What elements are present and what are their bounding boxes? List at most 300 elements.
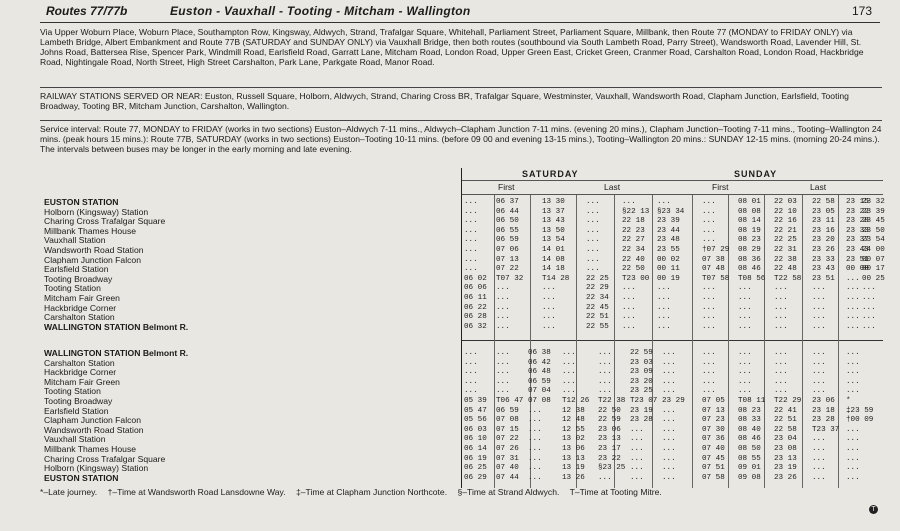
time-cell: ... (738, 322, 752, 331)
time-cell: 08 55 (738, 454, 761, 463)
time-cell: ... (702, 368, 716, 377)
saturday-first-label: First (498, 182, 515, 192)
time-cell: 23 05 (812, 207, 835, 216)
column-rule (764, 195, 765, 488)
saturday-last-label: Last (604, 182, 621, 192)
time-cell: ... (702, 358, 716, 367)
time-cell: 06 11 (464, 294, 487, 302)
time-cell: 22 50 (598, 406, 621, 415)
footnote-clapham: ‡–Time at Clapham Junction Northcote. (295, 487, 448, 497)
time-cell: T06 47 (496, 397, 524, 405)
time-cell: ... (586, 217, 600, 226)
time-cell: 23 08 (774, 445, 797, 453)
time-cell: 08 33 (738, 416, 761, 425)
time-cell: 23 19 (630, 406, 653, 415)
time-cell: ... (598, 368, 612, 377)
time-cell: 23 26 (812, 246, 835, 254)
time-cell: 23 20 (812, 236, 835, 245)
footnote-late: *–Late journey. (40, 487, 98, 497)
time-cell: ... (702, 303, 716, 312)
time-cell: ... (630, 435, 644, 444)
time-cell: ... (738, 368, 752, 377)
time-cell: 08 01 (738, 198, 761, 206)
time-cell: ... (630, 464, 644, 473)
time-cell: T07 32 (496, 274, 524, 283)
time-cell: ... (657, 284, 671, 293)
time-cell: ... (562, 358, 576, 367)
station-name: Tooting Broadway (44, 396, 113, 406)
footnote-tooting: T–Time at Tooting Mitre. (569, 487, 662, 497)
time-cell: ... (846, 454, 860, 463)
time-cell: 23 33 (846, 226, 869, 235)
heading-rule (462, 180, 883, 181)
time-cell: 05 39 (464, 397, 487, 405)
time-cell: 08 14 (738, 217, 761, 226)
time-cell: 23 13 (598, 435, 621, 444)
time-cell: 23 51 (812, 274, 835, 283)
time-cell: 06 55 (496, 226, 519, 235)
time-cell: 23 28 (812, 416, 835, 425)
time-cell: 23 06 (812, 397, 835, 405)
time-cell: ... (702, 377, 716, 386)
time-cell: 07 22 (496, 265, 519, 274)
time-cell: ... (774, 303, 788, 312)
time-cell: ... (774, 368, 788, 377)
time-cell: 23 18 (812, 406, 835, 415)
time-cell: 07 08 (528, 397, 551, 405)
time-cell: ... (630, 454, 644, 463)
saturday-heading: SATURDAY (522, 169, 579, 179)
time-cell: 23 43 (812, 265, 835, 274)
time-cell: 00 00 (846, 265, 869, 274)
time-cell: ... (846, 425, 860, 434)
time-cell: 22 29 (586, 284, 609, 293)
time-cell: ... (702, 284, 716, 293)
sunday-heading: SUNDAY (734, 169, 778, 179)
time-cell: 24 00 (862, 246, 885, 254)
station-name: Charing Cross Trafalgar Square (44, 454, 166, 464)
time-cell: ... (528, 445, 542, 453)
time-cell: 08 36 (738, 255, 761, 264)
time-cell: ... (496, 377, 510, 386)
column-rule (494, 195, 495, 488)
time-cell: 23 37 (846, 236, 869, 245)
time-cell: 22 34 (622, 246, 645, 254)
time-cell: ... (738, 358, 752, 367)
time-cell: ... (464, 207, 478, 216)
time-cell: 06 59 (528, 377, 551, 386)
station-name: Millbank Thames House (44, 444, 137, 454)
time-cell: ... (662, 377, 676, 386)
time-cell: ... (586, 246, 600, 254)
time-cell: 22 16 (774, 217, 797, 226)
time-cell: ... (812, 322, 826, 331)
time-cell: 13 43 (542, 217, 565, 226)
time-cell: 00 07 (862, 255, 885, 264)
time-cell: 07 30 (702, 425, 725, 434)
time-cell: ... (774, 284, 788, 293)
time-cell: 06 32 (464, 322, 487, 331)
column-rule (802, 195, 803, 488)
time-cell: ... (812, 313, 826, 322)
station-name: WALLINGTON STATION Belmont R. (44, 349, 189, 358)
station-name: Carshalton Station (44, 313, 115, 323)
direction-divider (462, 340, 883, 341)
time-cell: 07 51 (702, 464, 725, 473)
time-cell: ... (662, 473, 676, 482)
time-cell: 23 48 (657, 236, 680, 245)
time-cell: 06 48 (528, 368, 551, 377)
time-cell: 23 43 (846, 246, 869, 254)
time-cell: ... (542, 313, 556, 322)
southbound-station-list (44, 349, 234, 483)
time-cell: 23 15 (846, 198, 869, 206)
time-cell: ... (586, 198, 600, 206)
station-name: Charing Cross Trafalgar Square (44, 217, 166, 227)
time-cell: T14 28 (542, 274, 570, 283)
time-cell: 23 29 (662, 397, 685, 405)
time-cell: ... (464, 368, 478, 377)
time-cell: ... (662, 349, 676, 357)
time-cell: ... (846, 274, 860, 283)
time-cell: ... (738, 313, 752, 322)
time-cell: T22 38 (598, 397, 626, 405)
time-cell: 06 02 (464, 274, 487, 283)
time-cell: ... (846, 368, 860, 377)
time-cell: ... (662, 406, 676, 415)
time-cell: ... (862, 322, 876, 331)
time-cell: ... (528, 454, 542, 463)
time-cell: 23 33 (812, 255, 835, 264)
time-cell: 08 40 (738, 425, 761, 434)
time-cell: ... (657, 303, 671, 312)
time-cell: ... (812, 387, 826, 396)
time-cell: 22 23 (622, 226, 645, 235)
time-cell: ... (464, 349, 478, 357)
time-cell: 07 22 (496, 435, 519, 444)
time-cell: ... (702, 294, 716, 302)
time-cell: ... (622, 322, 636, 331)
time-cell: ... (598, 349, 612, 357)
time-cell: 06 06 (464, 284, 487, 293)
time-cell: ... (586, 226, 600, 235)
time-cell: ... (846, 473, 860, 482)
service-interval: Service interval: Route 77, MONDAY to FRIDAY (works in two sections) Euston–Aldwych 7-11 mins., Aldwych–Clapham Junction 7-11 mins. (evening 20 mins.), Clapham Junction–Tooting 7-11 mins., Tooting–Wallington 24 mins. (peak hours 15 mins.): Route 77B, SATURDAY (works in two sections) Euston–Tooting 10-11 mins. (before 09 00 and evening 13-15 mins.), Tooting–Wallington 20 mins.: SUNDAY 12-15 mins. (morning 20-24 mins.). The intervals between buses may be longer in the early morning and late evening. (40, 124, 882, 154)
time-cell: ... (662, 454, 676, 463)
time-cell: ... (622, 303, 636, 312)
page-header (40, 2, 880, 23)
page-number: 173 (851, 4, 872, 18)
time-cell: ... (496, 387, 510, 396)
time-cell: ‡23 59 (846, 406, 874, 415)
time-cell: 07 40 (496, 464, 519, 473)
time-cell: 06 14 (464, 445, 487, 453)
time-cell: ... (662, 435, 676, 444)
time-cell: 06 37 (496, 198, 519, 206)
time-cell: 14 01 (542, 246, 565, 254)
time-cell: 13 30 (542, 198, 565, 206)
route-number: Routes 77/77b (46, 4, 128, 18)
time-cell: ... (657, 198, 671, 206)
station-name: Carshalton Station (44, 358, 115, 368)
time-cell: 07 38 (702, 255, 725, 264)
time-cell: 07 31 (496, 454, 519, 463)
time-cell: 23 50 (862, 226, 885, 235)
time-cell: 14 08 (542, 255, 565, 264)
footnote-strand: §–Time at Strand Aldwych. (457, 487, 560, 497)
time-cell: ... (812, 377, 826, 386)
time-cell: ... (542, 303, 556, 312)
time-cell: T07 58 (702, 274, 730, 283)
footnote-wandsworth: †–Time at Wandsworth Road Lansdowne Way. (107, 487, 286, 497)
station-name: Clapham Junction Falcon (44, 255, 141, 265)
time-cell: ... (738, 349, 752, 357)
time-cell: 23 39 (862, 207, 885, 216)
time-cell: 07 13 (702, 406, 725, 415)
column-rule (728, 195, 729, 488)
time-cell: ... (846, 294, 860, 302)
time-cell: 00 11 (657, 265, 680, 274)
time-cell: ... (812, 464, 826, 473)
time-cell: 22 27 (622, 236, 645, 245)
station-name: Mitcham Fair Green (44, 293, 120, 303)
time-cell: 06 59 (496, 236, 519, 245)
time-cell: ... (662, 445, 676, 453)
time-cell: ... (528, 473, 542, 482)
time-cell: 07 36 (702, 435, 725, 444)
time-cell: T23 07 (630, 397, 658, 405)
time-cell: 07 13 (496, 255, 519, 264)
time-cell: 08 46 (738, 265, 761, 274)
column-rule (838, 195, 839, 488)
time-cell: ... (738, 377, 752, 386)
time-cell: ... (622, 294, 636, 302)
time-cell: ... (464, 387, 478, 396)
divider (40, 87, 882, 88)
time-cell: 07 40 (702, 445, 725, 453)
time-cell: 22 10 (774, 207, 797, 216)
station-name: Hackbridge Corner (44, 368, 117, 378)
time-cell: ... (774, 349, 788, 357)
time-cell: ... (774, 358, 788, 367)
time-cell: ... (812, 349, 826, 357)
time-cell: §23 25 (598, 464, 626, 473)
corner-mark: T (869, 505, 878, 514)
time-cell: 13 50 (542, 226, 565, 235)
time-cell: 12 38 (562, 406, 585, 415)
time-cell: 23 22 (846, 207, 869, 216)
column-rule (652, 195, 653, 488)
time-cell: 22 50 (622, 265, 645, 274)
time-cell: ... (496, 294, 510, 302)
time-cell: ... (702, 236, 716, 245)
time-cell: ... (702, 217, 716, 226)
time-cell: ... (738, 284, 752, 293)
time-cell: 06 38 (528, 349, 551, 357)
time-cell: 13 19 (562, 464, 585, 473)
time-cell: 05 47 (464, 406, 487, 415)
column-rule (692, 195, 693, 488)
time-cell: 12 55 (562, 425, 585, 434)
time-cell: ... (702, 322, 716, 331)
station-name: Millbank Thames House (44, 226, 137, 236)
time-cell: 07 04 (528, 387, 551, 396)
time-cell: ... (662, 464, 676, 473)
time-cell: 07 05 (702, 397, 725, 405)
time-cell: T23 00 (622, 274, 650, 283)
time-cell: 22 58 (774, 425, 797, 434)
time-cell: 22 59 (598, 416, 621, 425)
time-cell: 06 28 (464, 313, 487, 322)
time-cell: 13 54 (542, 236, 565, 245)
time-cell: ... (846, 284, 860, 293)
time-cell: 22 48 (774, 265, 797, 274)
time-cell: 23 51 (846, 255, 869, 264)
time-cell: ... (496, 313, 510, 322)
time-cell: 22 45 (586, 303, 609, 312)
time-cell: ... (662, 425, 676, 434)
time-cell: ... (586, 207, 600, 216)
time-cell: ... (630, 473, 644, 482)
time-cell: 23 16 (812, 226, 835, 235)
time-cell: 22 55 (586, 322, 609, 331)
time-cell: 23 55 (657, 246, 680, 254)
time-cell: 22 51 (586, 313, 609, 322)
time-cell: ... (562, 368, 576, 377)
time-cell: ... (496, 368, 510, 377)
time-cell: ... (812, 473, 826, 482)
time-cell: ... (542, 284, 556, 293)
time-cell: ... (846, 464, 860, 473)
time-cell: ... (562, 387, 576, 396)
time-cell: 08 46 (738, 435, 761, 444)
time-cell: ... (630, 425, 644, 434)
time-cell: 00 19 (657, 274, 680, 283)
time-cell: ... (562, 349, 576, 357)
time-cell: ... (846, 445, 860, 453)
station-name: EUSTON STATION (44, 473, 119, 483)
time-cell: 13 26 (562, 473, 585, 482)
time-cell: ... (657, 294, 671, 302)
time-cell: ... (622, 313, 636, 322)
time-cell: ... (812, 303, 826, 312)
time-cell: ... (812, 435, 826, 444)
time-cell: 22 03 (774, 198, 797, 206)
time-cell: 23 17 (598, 445, 621, 453)
time-cell: ... (846, 349, 860, 357)
station-name: Tooting Station (44, 387, 101, 397)
time-cell: ... (862, 284, 876, 293)
time-cell: ... (598, 387, 612, 396)
time-cell: 23 54 (862, 236, 885, 245)
sunday-first-label: First (712, 182, 729, 192)
time-cell: 09 01 (738, 464, 761, 473)
time-cell: ... (464, 246, 478, 254)
time-cell: ... (528, 464, 542, 473)
time-cell: 23 20 (630, 377, 653, 386)
time-cell: ... (846, 313, 860, 322)
time-cell: ... (662, 358, 676, 367)
time-cell: 06 03 (464, 425, 487, 434)
time-cell: T23 37 (812, 425, 840, 434)
time-cell: ... (496, 322, 510, 331)
time-cell: ... (702, 198, 716, 206)
time-cell: 06 19 (464, 454, 487, 463)
time-cell: ... (464, 217, 478, 226)
time-cell: ... (846, 435, 860, 444)
time-cell: 23 09 (630, 368, 653, 377)
divider (40, 120, 882, 121)
time-cell: ... (598, 377, 612, 386)
time-cell: ... (812, 358, 826, 367)
time-cell: ... (662, 387, 676, 396)
time-cell: 13 37 (542, 207, 565, 216)
time-cell: 22 58 (812, 198, 835, 206)
route-description: Via Upper Woburn Place, Woburn Place, Southampton Row, Kingsway, Aldwych, Strand, Trafalgar Square, Whitehall, Parliament Street, Parliament Square, Millbank, then Route 77 (MONDAY to FRIDAY ONLY) via Lambeth Bridge, Albert Embankment and Route 77B (SATURDAY and SUNDAY ONLY) via Vauxhall Bridge, then both routes (southbound via South Lambeth Road, Parry Street), Wandsworth Road, Lavender Hill, St. Johns Road, Battersea Rise, Spencer Park, Windmill Road, Earlsfield Road, Garratt Lane, Mitcham Road, London Road, Upper Green East, Cricket Green, Cranmer Road, Carshalton Road, London Road, Hackbridge Road, Nightingale Road, North Street, High Street Carshalton, Park Lane, Parkgate Road, Manor Road. (40, 27, 864, 67)
time-cell: ... (496, 358, 510, 367)
time-cell: 07 15 (496, 425, 519, 434)
time-cell: * (846, 397, 851, 405)
time-cell: 08 23 (738, 406, 761, 415)
time-cell: ... (702, 387, 716, 396)
time-cell: 00 25 (862, 274, 885, 283)
station-name: Holborn (Kingsway) Station (44, 464, 149, 474)
time-cell: ... (812, 294, 826, 302)
time-cell: 06 29 (464, 473, 487, 482)
time-cell: ... (464, 236, 478, 245)
time-cell: 08 19 (738, 226, 761, 235)
time-cell: 06 42 (528, 358, 551, 367)
time-cell: ... (738, 387, 752, 396)
time-cell: 08 29 (738, 246, 761, 254)
sunday-last-label: Last (810, 182, 827, 192)
time-cell: §22 13 (622, 207, 650, 216)
timetable-grid (461, 168, 883, 488)
station-name: WALLINGTON STATION Belmont R. (44, 322, 189, 332)
time-cell: †07 29 (702, 246, 730, 254)
time-cell: ... (702, 313, 716, 322)
time-cell: ... (586, 236, 600, 245)
time-cell: 23 28 (630, 416, 653, 425)
time-cell: ... (542, 294, 556, 302)
time-cell: T22 29 (774, 397, 802, 405)
time-cell: 22 31 (774, 246, 797, 254)
time-cell: ... (812, 445, 826, 453)
time-cell: ... (496, 349, 510, 357)
time-cell: 22 59 (630, 349, 653, 357)
route-title: Euston - Vauxhall - Tooting - Mitcham - Wallington (170, 4, 471, 18)
time-cell: ... (496, 303, 510, 312)
time-cell: 00 02 (657, 255, 680, 264)
time-cell: T08 11 (738, 397, 766, 405)
time-cell: ... (702, 207, 716, 216)
time-cell: T22 58 (774, 274, 802, 283)
time-cell: 22 18 (622, 217, 645, 226)
time-cell: 22 25 (774, 236, 797, 245)
time-cell: ... (496, 284, 510, 293)
time-cell: 13 13 (562, 454, 585, 463)
time-cell: ... (774, 322, 788, 331)
time-cell: 09 08 (738, 473, 761, 482)
time-cell: ... (528, 425, 542, 434)
time-cell: 23 03 (630, 358, 653, 367)
time-cell: ... (812, 454, 826, 463)
time-cell: §23 34 (657, 207, 685, 216)
station-name: Vauxhall Station (44, 435, 106, 445)
time-cell: ... (862, 303, 876, 312)
time-cell: 13 06 (562, 445, 585, 453)
station-name: Wandsworth Road Station (44, 425, 144, 435)
